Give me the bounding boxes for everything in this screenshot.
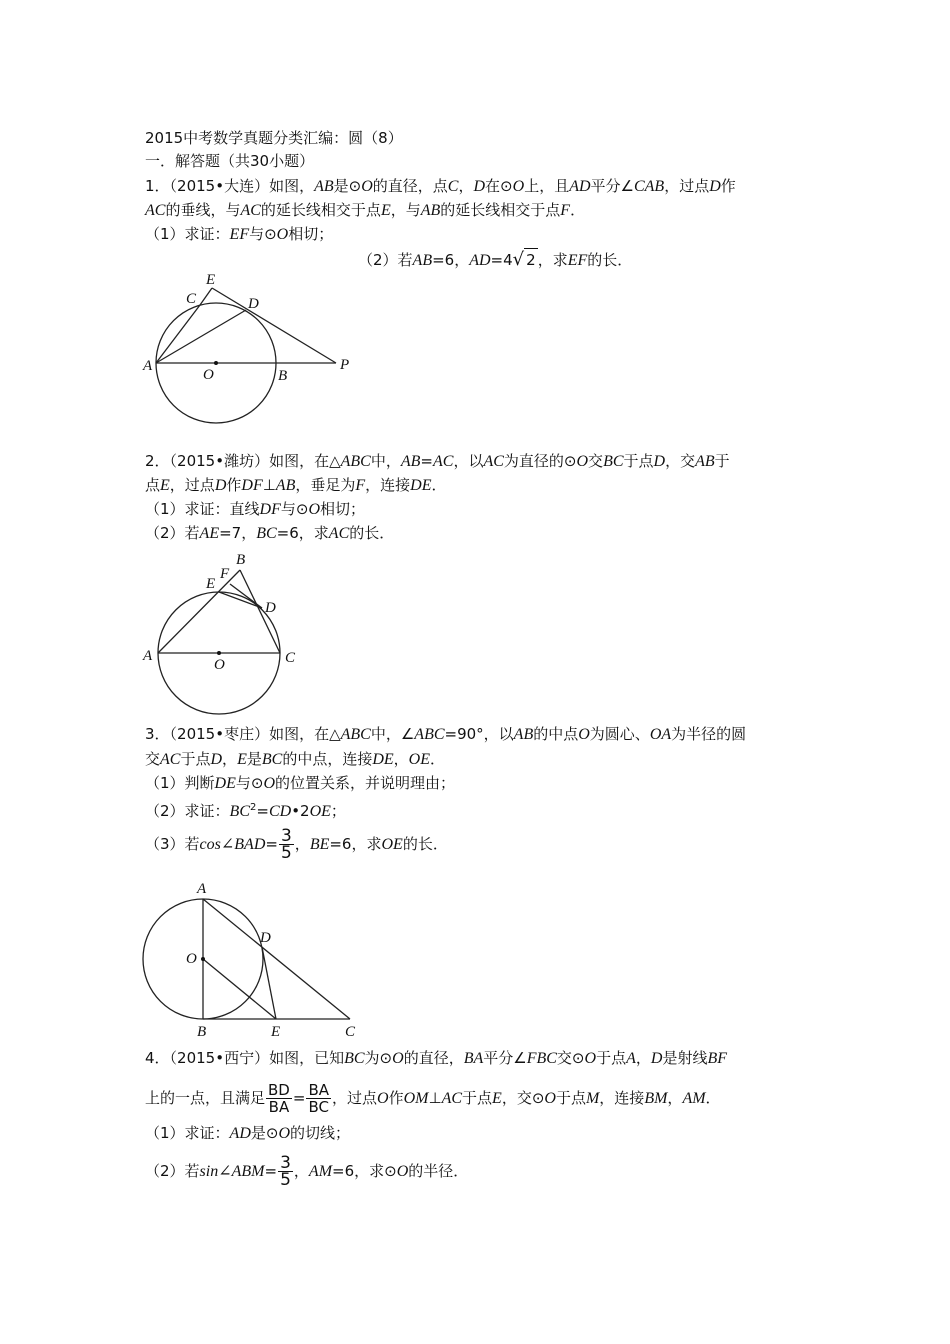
fraction-3-5: $\frac{3}{5}$: [280, 1153, 291, 1190]
fraction-ba-bc: $\frac{BA}{BC}$: [308, 1081, 329, 1116]
q4-line2: 上的一点，且满足 $\frac{BD}{BA}$ = $\frac{BA}{BC}$ ，过点O作OM⊥AC于点E，交⊙O于点M，连接BM，AM．: [145, 1081, 721, 1116]
q1-part1: （1）求证：EF与⊙O相切；: [145, 225, 334, 243]
label-D: D: [248, 296, 259, 312]
label-A: A: [143, 358, 153, 374]
label-B: B: [278, 368, 288, 384]
label-A: A: [197, 881, 207, 897]
label-C: C: [285, 650, 296, 666]
q1-line1: 1．（2015•大连）如图，AB是⊙O的直径，点C，D在⊙O上，且AD平分∠CAB，过点D作: [145, 177, 736, 195]
label-D: D: [260, 930, 271, 946]
q3-line1: 3．（2015•枣庄）如图，在△ABC中，∠ABC=90°，以AB的中点O为圆心、OA为半径的圆: [145, 725, 747, 743]
label-C: C: [345, 1024, 356, 1040]
label-E: E: [271, 1024, 281, 1040]
q3-part1: （1）判断DE与⊙O的位置关系，并说明理由；: [145, 774, 456, 792]
q3-part2: （2）求证：$BC^2=CD•2OE$；: [145, 802, 346, 820]
label-O: O: [203, 367, 214, 383]
q2-line2: 点E，过点D作DF⊥AB，垂足为F，连接DE．: [145, 476, 447, 494]
label-P: P: [340, 357, 350, 373]
page-title: 2015中考数学真题分类汇编：圆（8）: [145, 129, 403, 147]
fraction-bd-ba: $\frac{BD}{BA}$: [268, 1081, 290, 1116]
q4-part1: （1）求证：AD是⊙O的切线；: [145, 1124, 351, 1142]
q2-figure: [140, 548, 310, 718]
section-heading: 一．解答题（共30小题）: [145, 152, 315, 170]
q2-part1: （1）求证：直线DF与⊙O相切；: [145, 500, 366, 518]
label-B: B: [197, 1024, 207, 1040]
q1-line2: AC的垂线，与AC的延长线相交于点E，与AB的延长线相交于点F．: [145, 201, 586, 219]
label-O: O: [214, 657, 225, 673]
label-E: E: [206, 576, 216, 592]
fraction-3-5: $\frac{3}{5}$: [280, 826, 292, 863]
q2-line1: 2．（2015•潍坊）如图，在△ABC中，AB=AC，以AC为直径的⊙O交BC于点D，交AB于: [145, 452, 730, 470]
sqrt-sign: √: [512, 249, 525, 270]
q1-part2: （2）若AB=6，AD=4√ 2 ，求EF的长．: [358, 249, 633, 270]
q1-figure: [140, 268, 370, 428]
label-O: O: [186, 951, 197, 967]
label-F: F: [220, 566, 230, 582]
label-A: A: [143, 648, 153, 664]
label-B: B: [236, 552, 246, 568]
label-D: D: [265, 600, 276, 616]
q3-figure: [140, 880, 370, 1040]
q2-part2: （2）若AE=7，BC=6，求AC的长．: [145, 524, 395, 542]
q3-part3: （3）若cos∠BAD= $\frac{3}{5}$ ，BE=6，求OE的长．: [145, 826, 448, 863]
label-C: C: [186, 291, 197, 307]
q4-line1: 4．（2015•西宁）如图，已知BC为⊙O的直径，BA平分∠FBC交⊙O于点A，D是射线BF: [145, 1049, 727, 1067]
label-E: E: [206, 272, 216, 288]
q3-line2: 交AC于点D，E是BC的中点，连接DE，OE．: [145, 750, 446, 768]
q4-part2: （2）若sin∠ABM= $\frac{3}{5}$ ，AM=6，求⊙O的半径．: [145, 1153, 469, 1190]
